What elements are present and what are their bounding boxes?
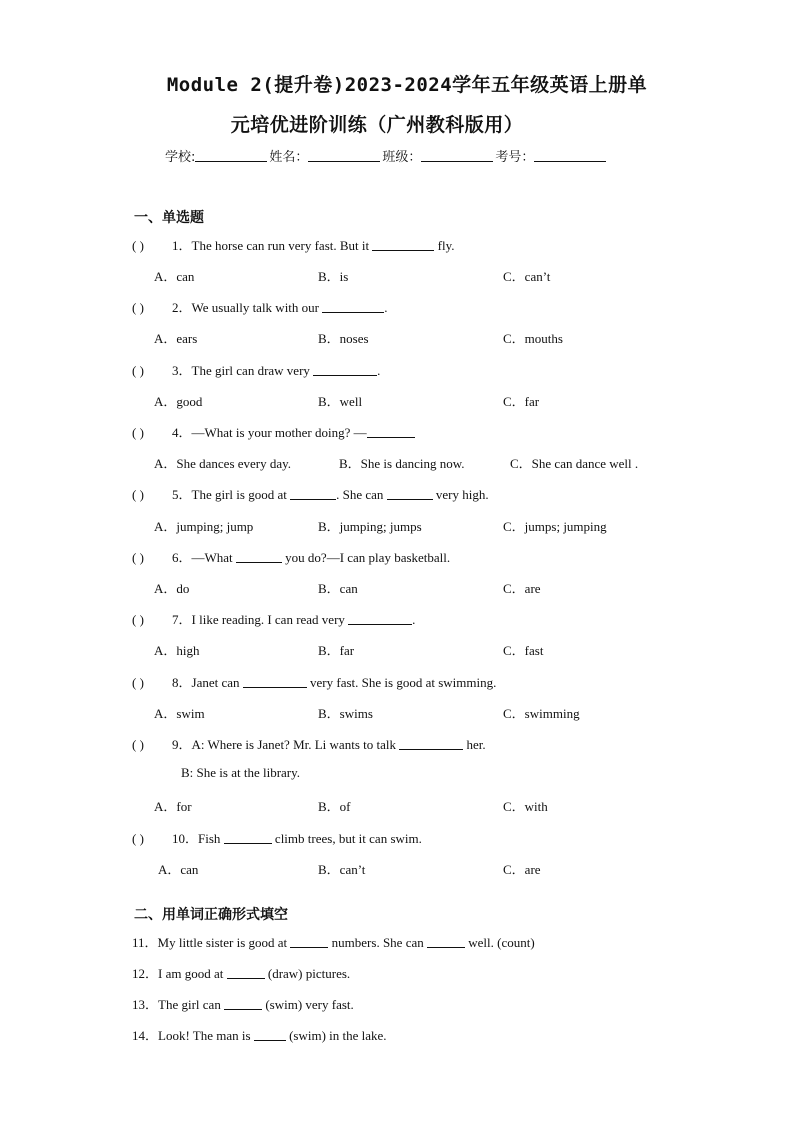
option-b[interactable]: B．well [318,394,363,409]
question-2: ( ) 2．We usually talk with our . [132,300,388,315]
number-blank[interactable] [534,149,606,162]
option-b[interactable]: B．noses [318,331,369,346]
answer-blank[interactable] [243,675,307,688]
answer-blank[interactable] [372,238,434,251]
option-a[interactable]: A．do [154,581,190,596]
answer-blank[interactable] [387,487,433,500]
question-5: ( ) 5．The girl is good at . She can very high. [132,487,489,502]
class-blank[interactable] [421,149,493,162]
title-line-2: 元培优进阶训练（广州教科版用） [230,114,524,136]
answer-blank[interactable] [224,831,272,844]
option-b[interactable]: B．can [318,581,358,596]
question-6: ( ) 6．—What you do?—I can play basketball. [132,550,451,565]
question-7: ( ) 7．I like reading. I can read very . [132,612,416,627]
question-3: ( ) 3．The girl can draw very . [132,363,381,378]
title-line-1: Module 2(提升卷)2023-2024学年五年级英语上册单 [166,74,648,96]
answer-blank[interactable] [322,300,384,313]
option-a[interactable]: A．swim [154,706,205,721]
option-c[interactable]: C．jumps; jumping [503,519,607,534]
option-c[interactable]: C．She can dance well . [510,456,639,471]
section-heading-1: 一、单选题 [134,210,204,226]
school-blank[interactable] [195,149,267,162]
option-a[interactable]: A．good [154,394,203,409]
option-c[interactable]: C．far [503,394,540,409]
student-info-row [165,146,608,165]
option-a[interactable]: A．can [158,862,199,877]
question-10: ( ) 10．Fish climb trees, but it can swim. [132,831,422,846]
answer-blank[interactable] [348,612,412,625]
option-b[interactable]: B．can’t [318,862,366,877]
name-blank[interactable] [308,149,380,162]
option-a[interactable]: A．jumping; jump [154,519,254,534]
section-heading-2: 二、用单词正确形式填空 [134,907,288,923]
answer-blank[interactable] [224,997,262,1010]
option-a[interactable]: A．can [154,269,195,284]
option-b[interactable]: B．is [318,269,349,284]
answer-blank[interactable] [399,737,463,750]
answer-blank[interactable] [313,363,377,376]
fill-question-11: 11．My little sister is good at numbers. She can well. (count) [132,935,535,950]
option-a[interactable]: A．high [154,643,200,658]
fill-question-14: 14．Look! The man is (swim) in the lake. [132,1028,387,1043]
option-a[interactable]: A．She dances every day. [154,456,292,471]
answer-blank[interactable] [236,550,282,563]
option-b[interactable]: B．of [318,799,351,814]
option-c[interactable]: C．swimming [503,706,580,721]
question-8: ( ) 8．Janet can very fast. She is good at swimming. [132,675,497,690]
fill-question-13: 13．The girl can (swim) very fast. [132,997,354,1012]
answer-blank[interactable] [227,966,265,979]
option-a[interactable]: A．for [154,799,192,814]
answer-blank[interactable] [367,425,415,438]
number-label: 考号： [495,150,535,165]
answer-blank[interactable] [290,487,336,500]
option-c[interactable]: C．can’t [503,269,551,284]
option-c[interactable]: C．are [503,581,541,596]
name-label: 姓名： [269,150,309,165]
class-label: 班级： [382,150,422,165]
option-c[interactable]: C．are [503,862,541,877]
option-a[interactable]: A．ears [154,331,198,346]
answer-blank[interactable] [254,1028,286,1041]
option-b[interactable]: B．She is dancing now. [339,456,465,471]
answer-blank[interactable] [290,935,328,948]
option-b[interactable]: B．swims [318,706,373,721]
school-label: 学校: [165,150,196,165]
question-1: ( ) 1．The horse can run very fast. But it fly. [132,238,455,253]
option-b[interactable]: B．jumping; jumps [318,519,422,534]
fill-question-12: 12．I am good at (draw) pictures. [132,966,351,981]
option-c[interactable]: C．with [503,799,548,814]
option-c[interactable]: C．mouths [503,331,563,346]
question-4: ( ) 4．—What is your mother doing? — [132,422,415,441]
option-c[interactable]: C．fast [503,643,544,658]
answer-blank[interactable] [427,935,465,948]
question-9-response: B: She is at the library. [181,765,301,780]
question-9: ( ) 9．A: Where is Janet? Mr. Li wants to talk her. [132,737,486,752]
option-b[interactable]: B．far [318,643,355,658]
